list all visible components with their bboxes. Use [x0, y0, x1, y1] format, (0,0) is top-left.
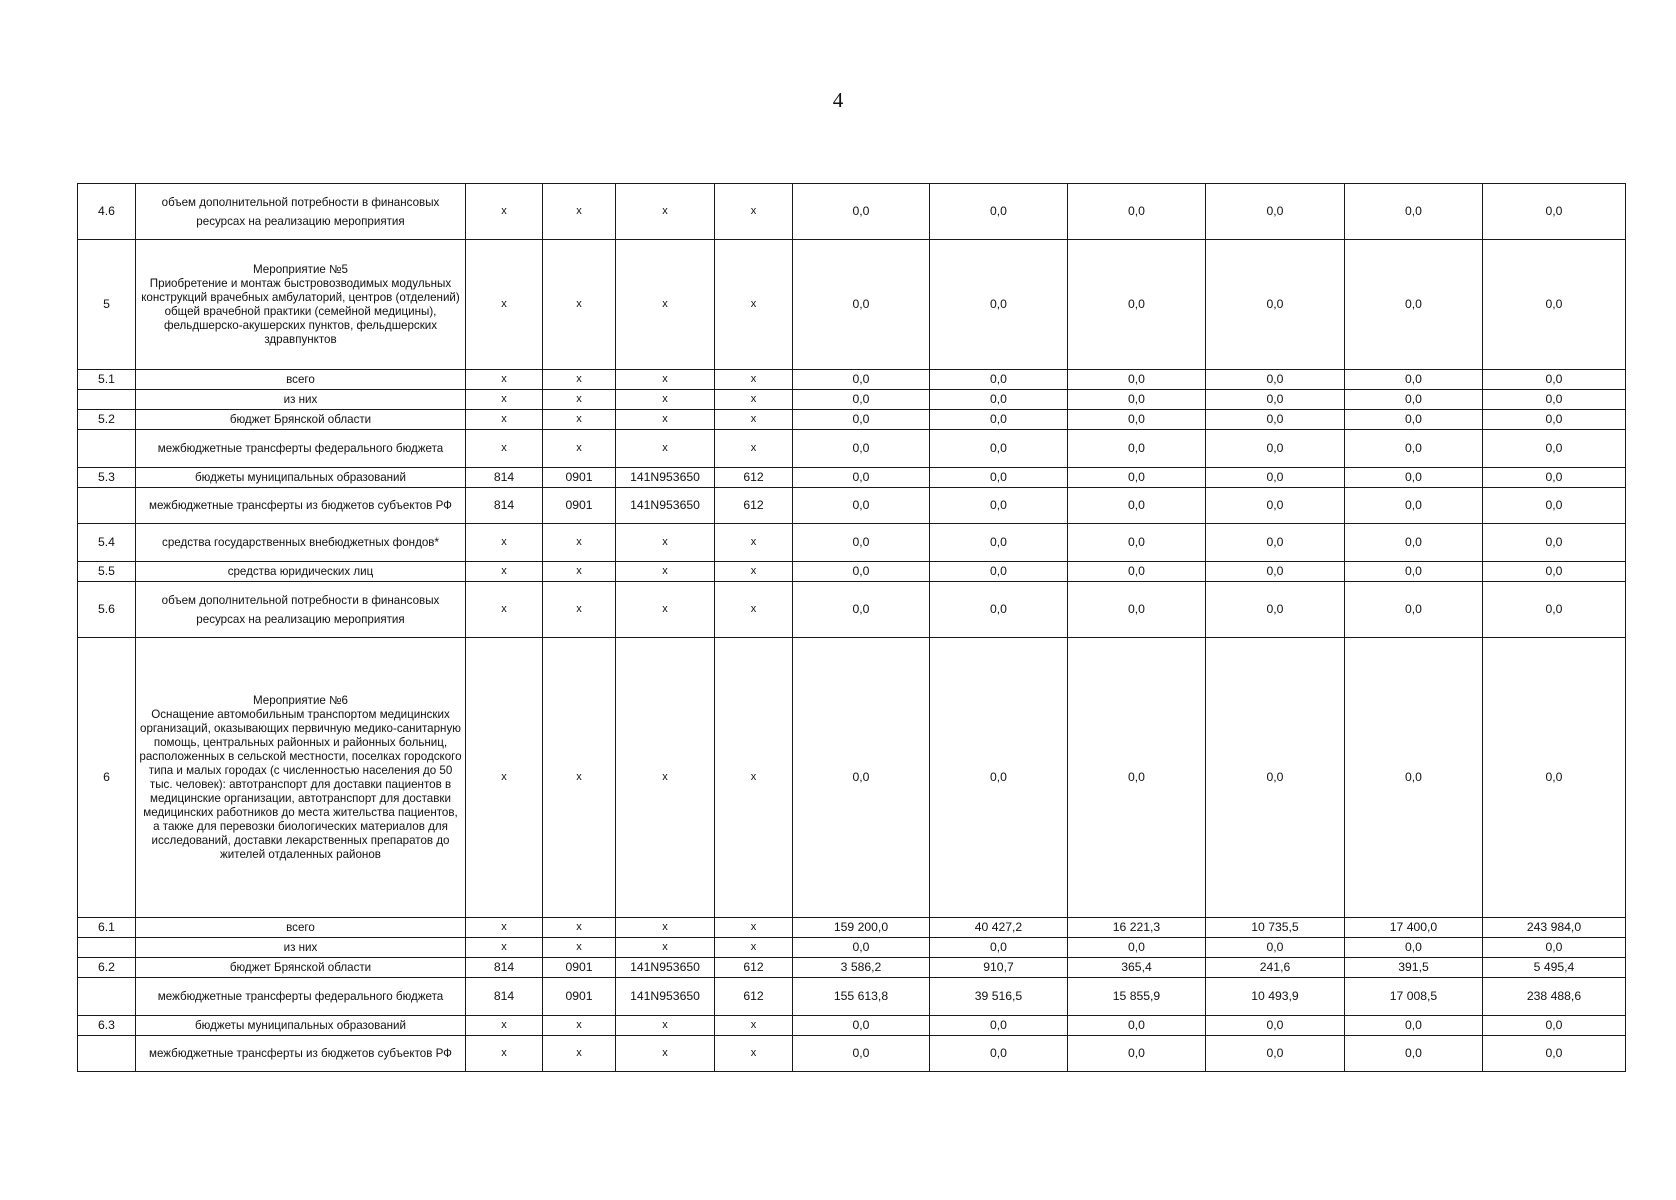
row-number-cell	[78, 938, 136, 958]
value-cell: 0,0	[1483, 390, 1626, 410]
row-number-cell: 5.4	[78, 524, 136, 562]
code-cell: 814	[466, 958, 543, 978]
row-name-cell: из них	[136, 390, 466, 410]
value-cell: 0,0	[1345, 582, 1483, 638]
row-number-cell: 4.6	[78, 184, 136, 240]
code-cell: 0901	[543, 978, 616, 1016]
code-cell: 612	[715, 488, 793, 524]
code-cell: x	[543, 390, 616, 410]
code-cell: x	[616, 1016, 715, 1036]
code-cell: x	[616, 1036, 715, 1072]
value-cell: 0,0	[1483, 370, 1626, 390]
code-cell: x	[616, 240, 715, 370]
row-name-cell: межбюджетные трансферты федерального бюджета	[136, 430, 466, 468]
value-cell: 0,0	[930, 240, 1068, 370]
row-number-cell: 6.3	[78, 1016, 136, 1036]
code-cell: 612	[715, 978, 793, 1016]
value-cell: 0,0	[1068, 410, 1206, 430]
value-cell: 0,0	[1068, 468, 1206, 488]
value-cell: 0,0	[1345, 240, 1483, 370]
value-cell: 0,0	[793, 410, 930, 430]
value-cell: 0,0	[1345, 938, 1483, 958]
code-cell: x	[616, 562, 715, 582]
value-cell: 0,0	[1068, 1036, 1206, 1072]
row-name-cell: межбюджетные трансферты из бюджетов субъектов РФ	[136, 1036, 466, 1072]
code-cell: x	[715, 638, 793, 918]
value-cell: 0,0	[930, 1036, 1068, 1072]
value-cell: 40 427,2	[930, 918, 1068, 938]
code-cell: x	[543, 524, 616, 562]
value-cell: 0,0	[793, 638, 930, 918]
code-cell: x	[616, 430, 715, 468]
table-row	[78, 582, 1626, 638]
value-cell: 0,0	[1345, 524, 1483, 562]
code-cell: x	[543, 938, 616, 958]
code-cell: x	[543, 638, 616, 918]
row-name-cell: средства юридических лиц	[136, 562, 466, 582]
code-cell: x	[466, 524, 543, 562]
value-cell: 0,0	[1483, 938, 1626, 958]
code-cell: x	[616, 370, 715, 390]
value-cell: 0,0	[930, 562, 1068, 582]
row-name-cell: бюджеты муниципальных образований	[136, 1016, 466, 1036]
value-cell: 0,0	[1068, 582, 1206, 638]
value-cell: 0,0	[1345, 370, 1483, 390]
value-cell: 0,0	[1345, 1036, 1483, 1072]
code-cell: x	[543, 184, 616, 240]
value-cell: 0,0	[1483, 468, 1626, 488]
code-cell: 814	[466, 488, 543, 524]
value-cell: 0,0	[793, 938, 930, 958]
value-cell: 5 495,4	[1483, 958, 1626, 978]
value-cell: 391,5	[1345, 958, 1483, 978]
code-cell: 141N953650	[616, 488, 715, 524]
value-cell: 0,0	[793, 240, 930, 370]
code-cell: x	[715, 370, 793, 390]
page-number: 4	[832, 88, 844, 112]
code-cell: 0901	[543, 958, 616, 978]
code-cell: x	[466, 1016, 543, 1036]
code-cell: x	[715, 390, 793, 410]
table-row	[78, 1016, 1626, 1036]
row-name-cell: Мероприятие №5 Приобретение и монтаж быстровозводимых модульных конструкций врачебных амбулаторий, центров (отделений) общей врачебной практики (семейной медицины), фельдшерско-акушерских пунктов, фельдшерских здравпунктов	[136, 240, 466, 370]
row-number-cell: 5.2	[78, 410, 136, 430]
row-number-cell: 6.2	[78, 958, 136, 978]
value-cell: 0,0	[1068, 562, 1206, 582]
value-cell: 159 200,0	[793, 918, 930, 938]
row-name-cell: средства государственных внебюджетных фондов*	[136, 524, 466, 562]
code-cell: x	[466, 938, 543, 958]
code-cell: x	[715, 1016, 793, 1036]
row-name-cell: бюджет Брянской области	[136, 958, 466, 978]
value-cell: 0,0	[1345, 184, 1483, 240]
value-cell: 0,0	[1345, 468, 1483, 488]
code-cell: x	[466, 410, 543, 430]
row-name-cell: из них	[136, 938, 466, 958]
row-number-cell: 5.6	[78, 582, 136, 638]
value-cell: 0,0	[1206, 410, 1345, 430]
table-body	[78, 184, 1626, 1072]
row-number-cell: 5.1	[78, 370, 136, 390]
code-cell: x	[715, 430, 793, 468]
value-cell: 0,0	[930, 582, 1068, 638]
value-cell: 0,0	[1345, 430, 1483, 468]
value-cell: 0,0	[1483, 582, 1626, 638]
table-row	[78, 918, 1626, 938]
table-row	[78, 184, 1626, 240]
code-cell: x	[715, 410, 793, 430]
value-cell: 0,0	[930, 430, 1068, 468]
value-cell: 0,0	[793, 1016, 930, 1036]
row-name-cell: объем дополнительной потребности в финансовых ресурсах на реализацию мероприятия	[136, 184, 466, 240]
code-cell: x	[616, 524, 715, 562]
code-cell: x	[715, 918, 793, 938]
value-cell: 10 493,9	[1206, 978, 1345, 1016]
value-cell: 0,0	[1206, 430, 1345, 468]
code-cell: 612	[715, 468, 793, 488]
value-cell: 365,4	[1068, 958, 1206, 978]
code-cell: 141N953650	[616, 978, 715, 1016]
row-name-cell: всего	[136, 370, 466, 390]
code-cell: x	[616, 184, 715, 240]
value-cell: 0,0	[793, 390, 930, 410]
value-cell: 0,0	[1068, 488, 1206, 524]
value-cell: 0,0	[1206, 240, 1345, 370]
code-cell: x	[715, 524, 793, 562]
row-number-cell: 6	[78, 638, 136, 918]
code-cell: x	[543, 582, 616, 638]
value-cell: 0,0	[1483, 240, 1626, 370]
value-cell: 0,0	[930, 468, 1068, 488]
table-row	[78, 468, 1626, 488]
value-cell: 0,0	[1206, 468, 1345, 488]
value-cell: 0,0	[1206, 524, 1345, 562]
value-cell: 15 855,9	[1068, 978, 1206, 1016]
value-cell: 39 516,5	[930, 978, 1068, 1016]
value-cell: 0,0	[1206, 1016, 1345, 1036]
code-cell: x	[616, 938, 715, 958]
value-cell: 0,0	[930, 938, 1068, 958]
code-cell: x	[616, 918, 715, 938]
table-row	[78, 488, 1626, 524]
value-cell: 0,0	[1068, 390, 1206, 410]
row-name-cell: всего	[136, 918, 466, 938]
value-cell: 0,0	[1068, 938, 1206, 958]
code-cell: 612	[715, 958, 793, 978]
row-number-cell	[78, 978, 136, 1016]
table-row	[78, 562, 1626, 582]
value-cell: 0,0	[930, 184, 1068, 240]
value-cell: 0,0	[1345, 488, 1483, 524]
code-cell: x	[616, 638, 715, 918]
value-cell: 0,0	[930, 370, 1068, 390]
code-cell: x	[543, 430, 616, 468]
code-cell: x	[466, 430, 543, 468]
value-cell: 0,0	[930, 638, 1068, 918]
code-cell: x	[466, 582, 543, 638]
code-cell: x	[616, 390, 715, 410]
value-cell: 3 586,2	[793, 958, 930, 978]
value-cell: 0,0	[1483, 524, 1626, 562]
value-cell: 16 221,3	[1068, 918, 1206, 938]
code-cell: x	[466, 184, 543, 240]
row-name-cell: межбюджетные трансферты федерального бюджета	[136, 978, 466, 1016]
value-cell: 0,0	[1206, 562, 1345, 582]
row-name-cell: бюджет Брянской области	[136, 410, 466, 430]
row-name-cell: межбюджетные трансферты из бюджетов субъектов РФ	[136, 488, 466, 524]
code-cell: 141N953650	[616, 958, 715, 978]
value-cell: 0,0	[1483, 488, 1626, 524]
value-cell: 0,0	[793, 468, 930, 488]
value-cell: 238 488,6	[1483, 978, 1626, 1016]
row-number-cell	[78, 488, 136, 524]
code-cell: 0901	[543, 488, 616, 524]
value-cell: 910,7	[930, 958, 1068, 978]
value-cell: 0,0	[793, 370, 930, 390]
value-cell: 0,0	[1206, 370, 1345, 390]
value-cell: 0,0	[1345, 562, 1483, 582]
value-cell: 0,0	[1483, 184, 1626, 240]
code-cell: x	[466, 1036, 543, 1072]
table-row	[78, 638, 1626, 918]
value-cell: 0,0	[930, 1016, 1068, 1036]
code-cell: x	[715, 938, 793, 958]
value-cell: 0,0	[793, 582, 930, 638]
code-cell: 0901	[543, 468, 616, 488]
code-cell: x	[543, 240, 616, 370]
value-cell: 0,0	[1068, 184, 1206, 240]
code-cell: x	[715, 240, 793, 370]
value-cell: 0,0	[1206, 582, 1345, 638]
table-row	[78, 430, 1626, 468]
row-number-cell: 5.5	[78, 562, 136, 582]
value-cell: 0,0	[1206, 638, 1345, 918]
table-row	[78, 1036, 1626, 1072]
table-row	[78, 978, 1626, 1016]
code-cell: x	[466, 370, 543, 390]
table-row	[78, 524, 1626, 562]
code-cell: x	[543, 1016, 616, 1036]
row-name-cell: бюджеты муниципальных образований	[136, 468, 466, 488]
value-cell: 0,0	[793, 184, 930, 240]
row-number-cell: 5.3	[78, 468, 136, 488]
row-number-cell: 6.1	[78, 918, 136, 938]
code-cell: x	[543, 562, 616, 582]
code-cell: x	[543, 918, 616, 938]
code-cell: x	[715, 562, 793, 582]
value-cell: 0,0	[1345, 390, 1483, 410]
value-cell: 0,0	[930, 390, 1068, 410]
code-cell: 814	[466, 468, 543, 488]
table-row	[78, 390, 1626, 410]
code-cell: x	[466, 240, 543, 370]
value-cell: 0,0	[1206, 184, 1345, 240]
value-cell: 0,0	[1345, 1016, 1483, 1036]
code-cell: x	[616, 582, 715, 638]
value-cell: 0,0	[793, 1036, 930, 1072]
code-cell: x	[466, 390, 543, 410]
value-cell: 0,0	[1206, 938, 1345, 958]
code-cell: x	[715, 1036, 793, 1072]
table-row	[78, 370, 1626, 390]
row-name-cell: Мероприятие №6 Оснащение автомобильным транспортом медицинских организаций, оказывающих первичную медико-санитарную помощь, центральных районных и районных больниц, расположенных в сельской местности, поселках городского типа и малых городах (с численностью населения до 50 тыс. человек): автотранспорт для доставки пациентов в медицинские организации, автотранспорт для доставки медицинских работников до места жительства пациентов, а также для перевозки биологических материалов для исследований, доставки лекарственных препаратов до жителей отдаленных районов	[136, 638, 466, 918]
value-cell: 0,0	[1483, 638, 1626, 918]
code-cell: x	[715, 184, 793, 240]
table-row	[78, 240, 1626, 370]
value-cell: 0,0	[1068, 240, 1206, 370]
value-cell: 0,0	[1345, 638, 1483, 918]
value-cell: 0,0	[1483, 562, 1626, 582]
value-cell: 0,0	[1206, 488, 1345, 524]
value-cell: 0,0	[793, 524, 930, 562]
row-name-cell: объем дополнительной потребности в финансовых ресурсах на реализацию мероприятия	[136, 582, 466, 638]
code-cell: x	[616, 410, 715, 430]
code-cell: x	[543, 410, 616, 430]
row-number-cell	[78, 430, 136, 468]
value-cell: 243 984,0	[1483, 918, 1626, 938]
code-cell: x	[466, 562, 543, 582]
value-cell: 0,0	[930, 410, 1068, 430]
budget-table	[77, 183, 1626, 1072]
value-cell: 0,0	[1068, 370, 1206, 390]
row-number-cell	[78, 390, 136, 410]
value-cell: 17 400,0	[1345, 918, 1483, 938]
code-cell: x	[543, 1036, 616, 1072]
value-cell: 0,0	[930, 524, 1068, 562]
value-cell: 0,0	[1483, 1016, 1626, 1036]
value-cell: 0,0	[1068, 1016, 1206, 1036]
row-number-cell	[78, 1036, 136, 1072]
table-row	[78, 958, 1626, 978]
code-cell: 141N953650	[616, 468, 715, 488]
table-row	[78, 410, 1626, 430]
value-cell: 0,0	[1068, 430, 1206, 468]
code-cell: x	[466, 918, 543, 938]
value-cell: 0,0	[1068, 524, 1206, 562]
value-cell: 0,0	[930, 488, 1068, 524]
value-cell: 0,0	[1345, 410, 1483, 430]
value-cell: 17 008,5	[1345, 978, 1483, 1016]
value-cell: 0,0	[1068, 638, 1206, 918]
row-number-cell: 5	[78, 240, 136, 370]
code-cell: x	[466, 638, 543, 918]
value-cell: 10 735,5	[1206, 918, 1345, 938]
value-cell: 0,0	[793, 430, 930, 468]
value-cell: 155 613,8	[793, 978, 930, 1016]
value-cell: 0,0	[1206, 390, 1345, 410]
code-cell: 814	[466, 978, 543, 1016]
value-cell: 0,0	[793, 488, 930, 524]
value-cell: 0,0	[1483, 410, 1626, 430]
table-row	[78, 938, 1626, 958]
value-cell: 0,0	[1206, 1036, 1345, 1072]
code-cell: x	[543, 370, 616, 390]
value-cell: 0,0	[793, 562, 930, 582]
value-cell: 241,6	[1206, 958, 1345, 978]
value-cell: 0,0	[1483, 430, 1626, 468]
value-cell: 0,0	[1483, 1036, 1626, 1072]
code-cell: x	[715, 582, 793, 638]
